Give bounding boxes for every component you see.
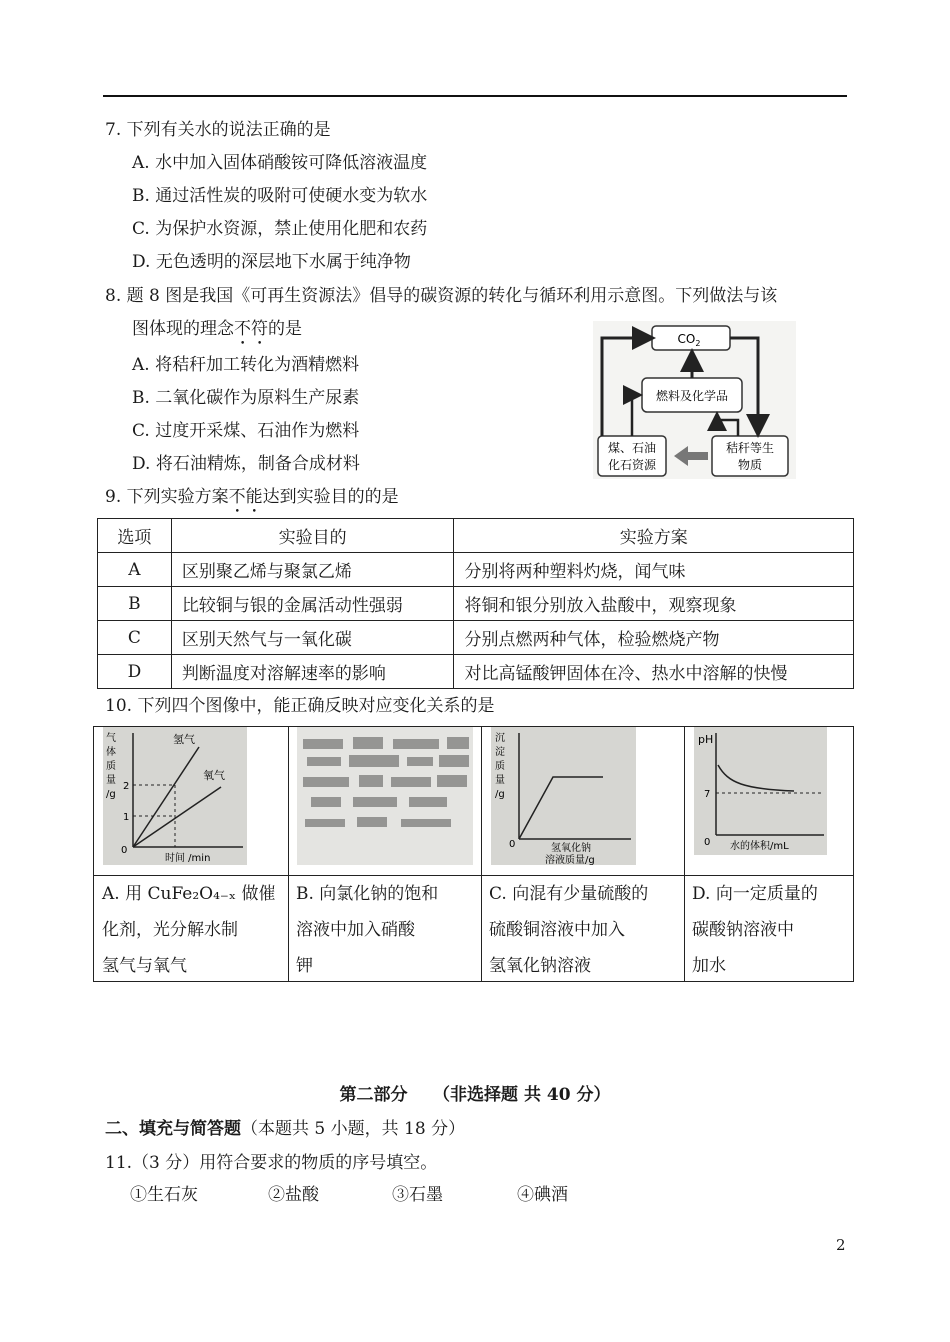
cell-option: B <box>98 587 172 621</box>
q8-stem-line2: 图体现的理念不符的是 <box>132 319 302 339</box>
carbon-cycle-diagram <box>592 320 797 480</box>
q11-stem: 11.（3 分）用符合要求的物质的序号填空。 <box>105 1153 438 1173</box>
caption-b: B. 向氯化钠的饱和 溶液中加入硝酸 钾 <box>288 875 481 984</box>
q7-option-a: A. 水中加入固体硝酸铵可降低溶液温度 <box>132 153 428 173</box>
svg-text:pH: pH <box>698 733 714 746</box>
svg-text:/g: /g <box>495 789 505 800</box>
svg-text:0: 0 <box>704 837 711 848</box>
graph-cell-b <box>288 727 482 981</box>
cell-option: D <box>98 655 172 689</box>
table-row <box>98 587 854 621</box>
q11-choice-4: ④碘酒 <box>517 1185 568 1205</box>
cell-option: A <box>98 553 172 587</box>
svg-text:2: 2 <box>123 781 130 792</box>
header-plan: 实验方案 <box>454 519 854 553</box>
biomass-label-2: 物质 <box>737 458 763 472</box>
cell-option: C <box>98 621 172 655</box>
graph-b-obscured-image <box>297 727 473 865</box>
svg-text:气: 气 <box>106 733 116 744</box>
cell-purpose: 比较铜与银的金属活动性强弱 <box>171 587 454 621</box>
table-row <box>98 621 854 655</box>
svg-text:质: 质 <box>106 761 116 772</box>
header-option: 选项 <box>98 519 172 553</box>
q11-choice-1: ①生石灰 <box>130 1185 198 1205</box>
svg-text:水的体积/mL: 水的体积/mL <box>730 841 789 852</box>
svg-text:氢气: 氢气 <box>173 733 195 746</box>
biomass-label-1: 秸秆等生 <box>725 441 775 455</box>
fossil-label-1: 煤、石油 <box>607 441 657 455</box>
caption-c: C. 向混有少量硫酸的 硫酸铜溶液中加入 氢氧化钠溶液 <box>481 875 684 984</box>
q8-option-d: D. 将石油精炼，制备合成材料 <box>132 454 360 474</box>
header-purpose: 实验目的 <box>171 519 454 553</box>
fuel-label: 燃料及化学品 <box>655 389 729 403</box>
q8-stem: 8. 题 8 图是我国《可再生资源法》倡导的碳资源的转化与循环利用示意图。下列做法与该 <box>105 286 778 306</box>
fossil-label-2: 化石资源 <box>607 458 657 472</box>
q9-stem: 9. 下列实验方案不能达到实验目的的是 <box>105 487 399 507</box>
svg-text:体: 体 <box>106 747 116 758</box>
co2-label: $CO_2$ <box>677 332 701 348</box>
q8-option-c: C. 过度开采煤、石油作为燃料 <box>132 421 360 441</box>
svg-text:0: 0 <box>121 845 128 856</box>
graph-cell-d <box>684 727 853 981</box>
part2-title: 第二部分 （非选择题 共 40 分） <box>339 1085 611 1105</box>
q8-option-b: B. 二氧化碳作为原料生产尿素 <box>132 388 360 408</box>
svg-text:沉: 沉 <box>495 733 505 744</box>
page-number: 2 <box>836 1236 846 1254</box>
q7-stem: 7. 下列有关水的说法正确的是 <box>105 120 331 140</box>
svg-text:0: 0 <box>509 839 516 850</box>
cell-purpose: 区别聚乙烯与聚氯乙烯 <box>171 553 454 587</box>
cell-plan: 对比高锰酸钾固体在冷、热水中溶解的快慢 <box>454 655 854 689</box>
cell-plan: 分别将两种塑料灼烧，闻气味 <box>454 553 854 587</box>
q7-option-d: D. 无色透明的深层地下水属于纯净物 <box>132 252 411 272</box>
svg-text:量: 量 <box>106 775 116 786</box>
caption-d: D. 向一定质量的 碳酸钠溶液中 加水 <box>684 875 853 984</box>
svg-text:7: 7 <box>704 789 711 800</box>
q9-table <box>97 518 854 689</box>
svg-text:量: 量 <box>495 775 505 786</box>
graph-cell-c <box>481 727 685 981</box>
header-rule <box>103 95 847 97</box>
cell-plan: 分别点燃两种气体，检验燃烧产物 <box>454 621 854 655</box>
svg-text:氧气: 氧气 <box>203 769 225 782</box>
svg-text:质: 质 <box>495 761 505 772</box>
cell-purpose: 判断温度对溶解速率的影响 <box>171 655 454 689</box>
cell-plan: 将铜和银分别放入盐酸中，观察现象 <box>454 587 854 621</box>
svg-text:淀: 淀 <box>495 747 505 758</box>
svg-text:时间 /min: 时间 /min <box>165 853 211 864</box>
q7-option-c: C. 为保护水资源，禁止使用化肥和农药 <box>132 219 428 239</box>
svg-text:氢氧化钠: 氢氧化钠 <box>551 843 591 854</box>
section-heading: 二、填充与简答题（本题共 5 小题，共 18 分） <box>105 1119 466 1139</box>
table-header-row <box>98 519 854 553</box>
q10-graphs-table <box>93 726 854 982</box>
svg-text:/g: /g <box>106 789 116 800</box>
cell-purpose: 区别天然气与一氧化碳 <box>171 621 454 655</box>
q11-choice-2: ②盐酸 <box>268 1185 319 1205</box>
caption-a: A. 用 CuFe₂O₄₋ₓ 做催 化剂，光分解水制 氢气与氧气 <box>94 875 288 984</box>
q10-stem: 10. 下列四个图像中，能正确反映对应变化关系的是 <box>105 696 495 716</box>
q11-choice-3: ③石墨 <box>392 1185 443 1205</box>
graph-a-gas-vs-time <box>103 727 247 865</box>
graph-d-ph-vs-water <box>694 727 827 855</box>
q8-option-a: A. 将秸秆加工转化为酒精燃料 <box>132 355 360 375</box>
graph-c-precipitate <box>491 727 636 865</box>
svg-text:溶液质量/g: 溶液质量/g <box>545 855 595 865</box>
table-row <box>98 553 854 587</box>
svg-text:1: 1 <box>123 812 130 823</box>
graph-cell-a <box>94 727 289 981</box>
table-row <box>98 655 854 689</box>
q7-option-b: B. 通过活性炭的吸附可使硬水变为软水 <box>132 186 428 206</box>
